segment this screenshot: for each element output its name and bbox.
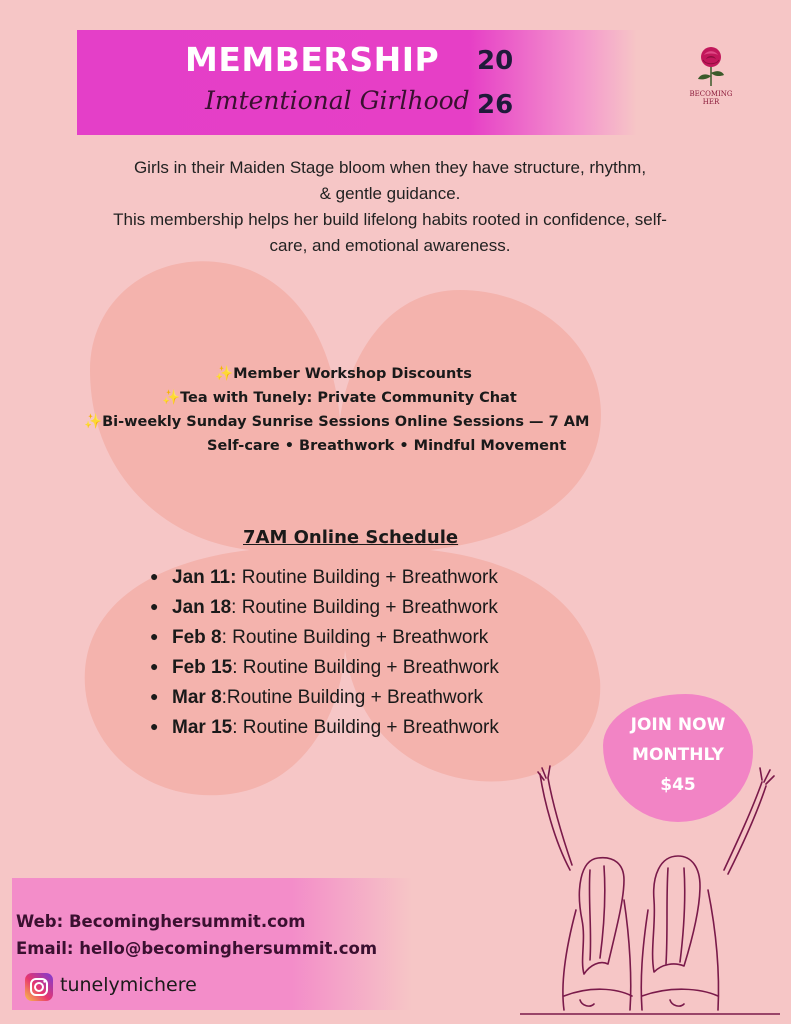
feature-item: [60, 386, 680, 410]
intro-line: This membership helps her build lifelong habits rooted in confidence, self-: [113, 210, 667, 229]
bullet-icon: ●: [150, 628, 159, 644]
becoming-her-logo: [684, 46, 738, 110]
join-line2: MONTHLY: [632, 745, 724, 765]
intro-line: & gentle guidance.: [319, 184, 461, 203]
website-link[interactable]: Web: Becominghersummit.com: [16, 912, 306, 931]
intro-line: care, and emotional awareness.: [269, 236, 511, 255]
feature-label: Self-care • Breathwork • Mindful Movement: [207, 438, 567, 454]
instagram-handle[interactable]: tunelymichere: [60, 974, 197, 996]
header-banner: [77, 30, 637, 135]
join-price: $45: [660, 775, 696, 795]
feature-item: [60, 362, 680, 386]
bullet-icon: ●: [150, 658, 159, 674]
schedule-date: Feb 15: [172, 657, 233, 678]
schedule-list: [150, 562, 499, 742]
feature-item: [60, 434, 680, 458]
year-bottom: 26: [477, 90, 514, 120]
banner-subtitle: Imtentional Girlhood: [205, 86, 470, 115]
contact-box: [12, 878, 412, 1010]
intro-line: Girls in their Maiden Stage bloom when they have structure, rhythm,: [133, 158, 647, 177]
intro-paragraph: [20, 155, 760, 259]
schedule-date: Mar 8: [172, 687, 222, 708]
rose-icon: [694, 46, 728, 88]
list-item: [150, 712, 499, 742]
list-item: [150, 652, 499, 682]
schedule-text: : Routine Building + Breathwork: [231, 597, 498, 618]
email-link[interactable]: Email: hello@becominghersummit.com: [16, 939, 378, 958]
list-item: [150, 682, 499, 712]
list-item: [150, 562, 499, 592]
list-item: [150, 592, 499, 622]
schedule-date: Jan 18: [172, 597, 232, 618]
schedule-date: Feb 8: [172, 627, 222, 648]
sparkle-icon: ✨: [215, 366, 234, 382]
instagram-icon[interactable]: [24, 972, 54, 1002]
bullet-icon: ●: [150, 718, 159, 734]
schedule-text: : Routine Building + Breathwork: [232, 657, 499, 678]
schedule-text: : Routine Building + Breathwork: [232, 717, 499, 738]
schedule-text: :Routine Building + Breathwork: [221, 687, 484, 708]
schedule-text: Routine Building + Breathwork: [236, 567, 498, 588]
year-top: 20: [477, 46, 514, 76]
sparkle-icon: ✨: [162, 390, 181, 406]
list-item: [150, 622, 499, 652]
banner-title: MEMBERSHIP: [185, 40, 440, 79]
feature-item: [60, 410, 680, 434]
feature-label: Bi-weekly Sunday Sunrise Sessions Online Sessions — 7 AM: [102, 414, 590, 430]
logo-text-line2: HER: [702, 98, 720, 106]
bullet-icon: ●: [150, 598, 159, 614]
feature-label: Member Workshop Discounts: [233, 366, 472, 382]
join-line1: JOIN NOW: [630, 715, 726, 735]
schedule-text: : Routine Building + Breathwork: [221, 627, 489, 648]
sparkle-icon: ✨: [84, 414, 103, 430]
bullet-icon: ●: [150, 568, 159, 584]
schedule-title: 7AM Online Schedule: [243, 527, 459, 548]
feature-list: [60, 362, 680, 458]
feature-label: Tea with Tunely: Private Community Chat: [180, 390, 517, 406]
logo-text-line1: BECOMING: [689, 90, 733, 98]
schedule-date: Jan 11:: [172, 567, 237, 588]
schedule-date: Mar 15: [172, 717, 233, 738]
bullet-icon: ●: [150, 688, 159, 704]
